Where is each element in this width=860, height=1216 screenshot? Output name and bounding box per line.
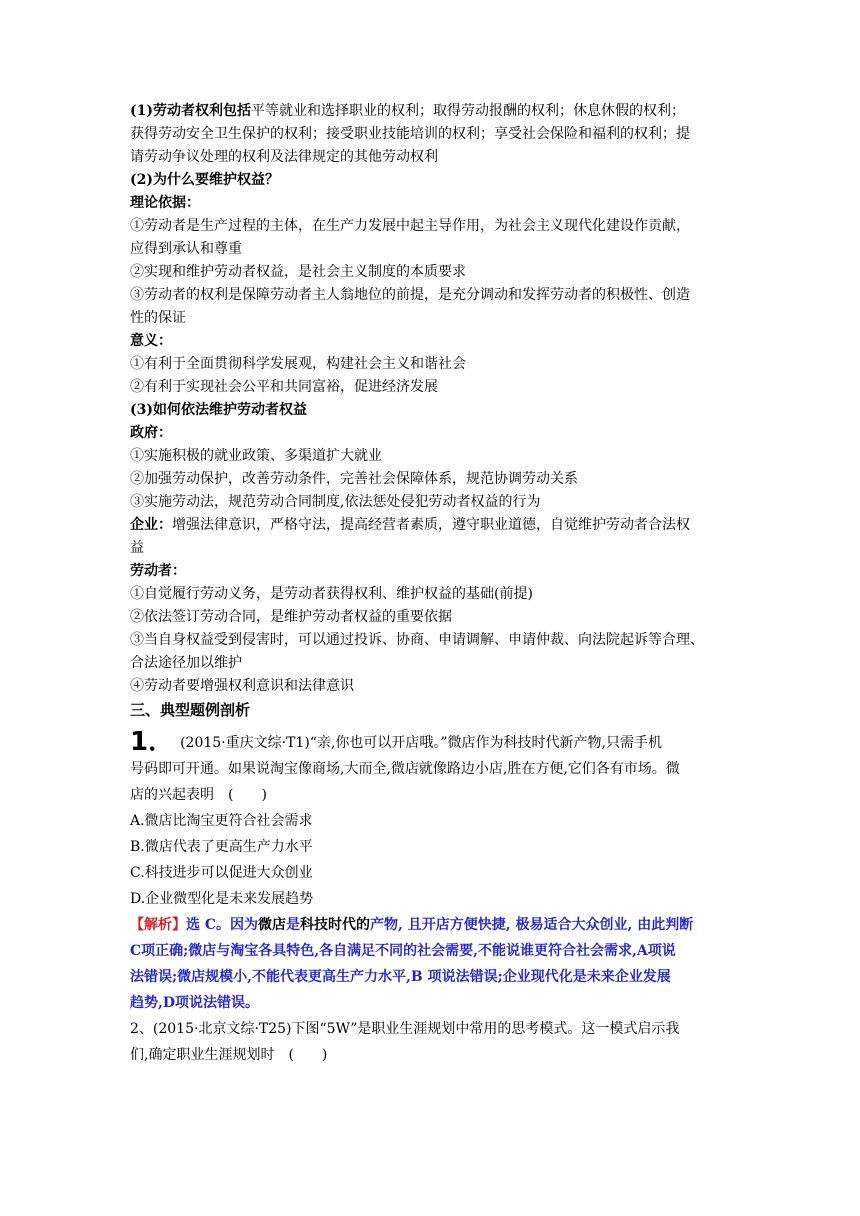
q1-stem-line-1 [130,729,740,756]
theory-item-1b: 应得到承认和尊重 [130,241,242,257]
rights-heading: (1)劳动者权利包括 [130,103,251,119]
q2-stem-line-1: 2、(2015·北京文综·T25)下图“5W”是职业生涯规划中常用的思考模式。这一模式启示我 [130,1021,680,1037]
analysis-text-f: , 且开店方便快捷, 极易适合大众创业, 由此判断 [398,917,694,933]
analysis-text-b: 微店 [258,917,287,933]
q1-analysis-line-4: 趋势,D项说法错误。 [130,995,260,1011]
q1-option-a: A.微店比淘宝更符合社会需求 [130,813,313,829]
meaning-item-1: ①有利于全面贯彻科学发展观，构建社会主义和谐社会 [130,356,466,372]
worker-label: 劳动者： [130,563,186,579]
analysis-text-d: 科技时代的 [300,917,371,933]
section-heading: 三、典型题例剖析 [130,701,251,719]
q1-analysis-line-2: C项正确;微店与淘宝各具特色,各自满足不同的社会需要,不能说谁更符合社会需求,A项说 [130,943,676,959]
q1-stem-a: (2015·重庆文综·T1)“亲,你也可以开店哦。”微店作为科技时代新产物,只需手机 [180,735,663,751]
theory-item-2: ②实现和维护劳动者权益，是社会主义制度的本质要求 [130,264,466,280]
q1-option-d: D.企业微型化是未来发展趋势 [130,891,314,907]
q1-option-b: B.微店代表了更高生产力水平 [130,839,313,855]
worker-item-3b: 合法途径加以维护 [130,655,242,671]
rights-text: 平等就业和选择职业的权利；取得劳动报酬的权利；休息休假的权利； [251,103,685,119]
q1-option-c: C.科技进步可以促进大众创业 [130,865,313,881]
theory-item-3a: ③劳动者的权利是保障劳动者主人翁地位的前提，是充分调动和发挥劳动者的积极性、创造 [130,287,690,303]
theory-label: 理论依据： [130,195,200,211]
meaning-label: 意义： [130,333,172,349]
government-item-2: ②加强劳动保护，改善劳动条件，完善社会保障体系，规范协调劳动关系 [130,471,578,487]
rights-line-3: 请劳动争议处理的权利及法律规定的其他劳动权利 [130,149,438,165]
analysis-text-c: 是 [286,917,301,933]
theory-item-1a: ①劳动者是生产过程的主体，在生产力发展中起主导作用，为社会主义现代化建设作贡献， [130,218,690,234]
enterprise-text: 增强法律意识，严格守法，提高经营者素质，遵守职业道德，自觉维护劳动者合法权 [172,517,690,533]
enterprise-line-1 [130,514,740,537]
rights-line-1 [130,100,740,123]
worker-item-1: ①自觉履行劳动义务，是劳动者获得权利、维护权益的基础(前提) [130,586,533,602]
meaning-item-2: ②有利于实现社会公平和共同富裕，促进经济发展 [130,379,438,395]
enterprise-line-2: 益 [130,540,144,556]
why-heading: (2)为什么要维护权益？ [130,172,279,188]
analysis-text-a: 选 C。因为 [186,917,259,933]
analysis-tag: 【解析】 [130,917,186,933]
theory-item-3b: 性的保证 [130,310,186,326]
how-heading: (3)如何依法维护劳动者权益 [130,402,307,418]
rights-line-2: 获得劳动安全卫生保护的权利；接受职业技能培训的权利；享受社会保险和福利的权利；提 [130,126,690,142]
q1-stem-line-2: 号码即可开通。如果说淘宝像商场,大而全,微店就像路边小店,胜在方便,它们各有市场。微 [130,761,680,777]
government-item-1: ①实施积极的就业政策、多渠道扩大就业 [130,448,382,464]
worker-item-4: ④劳动者要增强权利意识和法律意识 [130,678,354,694]
q1-stem-line-3: 店的兴起表明 ( ) [130,787,267,803]
q1-number: 1． [130,727,175,757]
document-page [130,100,740,1068]
worker-item-3a: ③当自身权益受到侵害时，可以通过投诉、协商、申请调解、申请仲裁、向法院起诉等合理、 [130,632,704,648]
government-label: 政府： [130,425,172,441]
worker-item-2: ②依法签订劳动合同，是维护劳动者权益的重要依据 [130,609,452,625]
government-item-3: ③实施劳动法，规范劳动合同制度,依法惩处侵犯劳动者权益的行为 [130,494,541,510]
enterprise-label: 企业： [130,517,172,533]
q1-analysis-line-3: 法错误;微店规模小,不能代表更高生产力水平,B 项说法错误;企业现代化是未来企业发展 [130,969,671,985]
q2-stem-line-2: 们,确定职业生涯规划时 ( ) [130,1047,328,1063]
analysis-text-e: 产物 [370,917,399,933]
q1-analysis-line-1 [130,912,740,938]
